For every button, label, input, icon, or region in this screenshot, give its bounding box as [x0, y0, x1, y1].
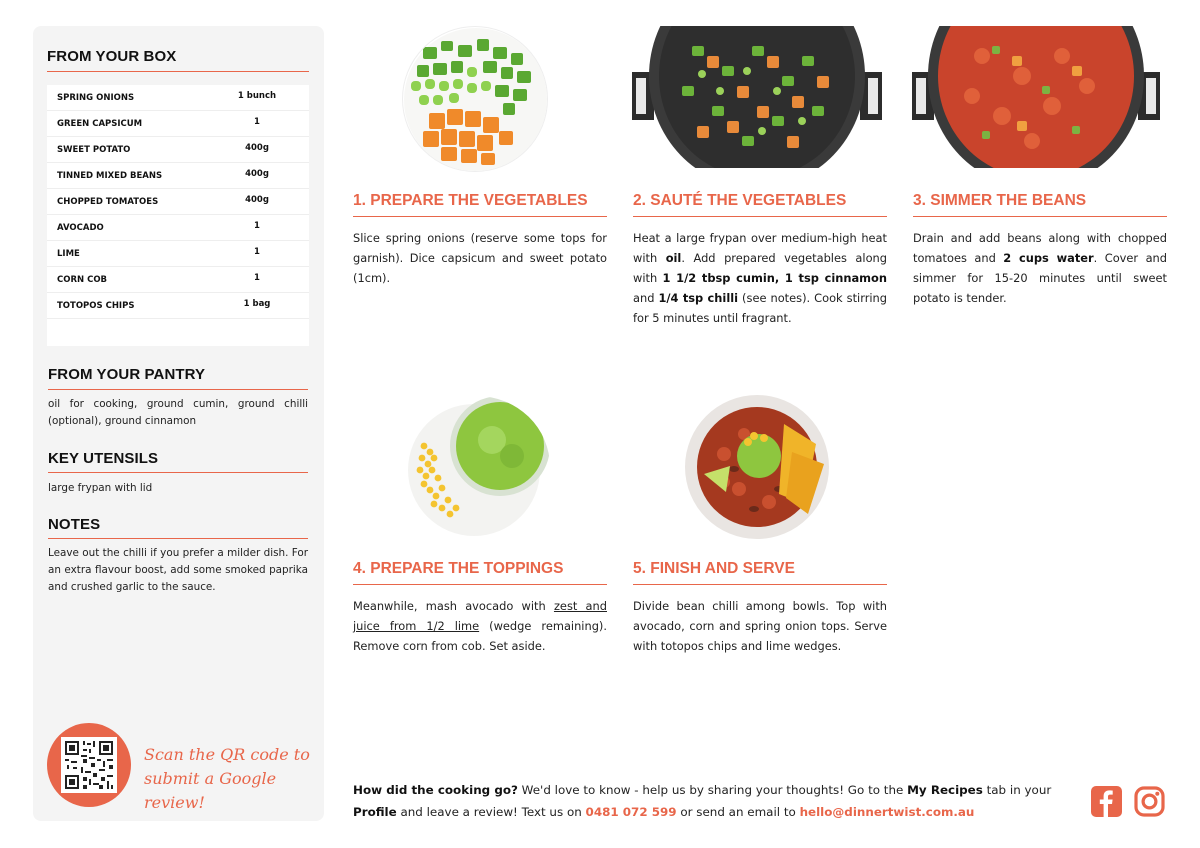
table-row: [47, 163, 309, 189]
step-1-text: [353, 228, 607, 288]
table-row: [47, 241, 309, 267]
text-segment: 1 1/2 tbsp cumin, 1 tsp cinnamon: [662, 271, 887, 285]
notes-heading: NOTES: [48, 516, 101, 533]
text-segment: . Add prepared vegetables along with: [633, 251, 887, 285]
divider: [353, 584, 607, 585]
utensils-heading: KEY UTENSILS: [48, 450, 159, 467]
saute-pan-photo: [632, 26, 882, 168]
ingredient-name: AVOCADO: [57, 223, 104, 233]
ingredient-name: GREEN CAPSICUM: [57, 119, 143, 129]
table-row: [47, 111, 309, 137]
review-footer: [353, 779, 1073, 823]
table-row: [47, 189, 309, 215]
text-segment: and leave a review! Text us on: [396, 805, 586, 819]
step-4-text: [353, 596, 607, 656]
simmer-pan-photo: [912, 26, 1160, 168]
text-segment: 2 cups water: [1003, 251, 1094, 265]
text-segment: tab in your: [982, 783, 1052, 797]
qr-caption: [144, 743, 314, 815]
qr-code-icon[interactable]: [61, 737, 117, 793]
text-segment: (see notes). Cook stirring for 5 minutes until fragrant.: [633, 291, 887, 325]
text-segment: oil: [665, 251, 682, 265]
text-segment: Meanwhile, mash avocado with: [353, 599, 554, 613]
step-2-title: 2. SAUTÉ THE VEGETABLES: [633, 192, 847, 209]
table-row: [47, 215, 309, 241]
contact-link[interactable]: 0481 072 599: [585, 805, 677, 819]
ingredient-name: SWEET POTATO: [57, 145, 131, 155]
text-segment: or send an email to: [676, 805, 800, 819]
text-segment: zest and juice from 1/2 lime: [353, 599, 607, 633]
pantry-text: oil for cooking, ground cumin, ground chilli (optional), ground cinnamon: [48, 398, 308, 427]
toppings-photo: [404, 396, 550, 538]
ingredient-qty: 1 bunch: [237, 91, 277, 101]
ingredient-qty: 1 bag: [243, 299, 271, 309]
text-segment: and: [633, 291, 659, 305]
text-segment: 1/4 tsp chilli: [658, 291, 739, 305]
notes-text: Leave out the chilli if you prefer a milder dish. For an extra flavour boost, add some smoked paprika and crushed garlic to the sauce.: [48, 547, 308, 593]
text-segment: Drain and add beans along with chopped tomatoes and: [913, 231, 1167, 265]
step-3-title: 3. SIMMER THE BEANS: [913, 192, 1087, 209]
ingredient-name: CHOPPED TOMATOES: [57, 197, 159, 207]
qr-caption-line: submit a Google review!: [144, 769, 277, 812]
divider: [913, 216, 1167, 217]
divider: [633, 584, 887, 585]
step-4-title: 4. PREPARE THE TOPPINGS: [353, 560, 564, 577]
table-row: [47, 267, 309, 293]
table-row: [47, 85, 309, 111]
ingredient-qty: 1: [254, 273, 260, 283]
table-row: [47, 137, 309, 163]
ingredient-qty: 400g: [245, 195, 269, 205]
text-segment: Profile: [353, 805, 397, 819]
text-segment: My Recipes: [907, 783, 983, 797]
text-segment: Heat a large frypan over medium-high heat with: [633, 231, 887, 265]
ingredient-name: TINNED MIXED BEANS: [57, 171, 163, 181]
vegetables-photo: [402, 26, 548, 172]
ingredient-qty: 400g: [245, 169, 269, 179]
step-5-text: [633, 596, 887, 656]
step-2-text: [633, 228, 887, 328]
utensils-text: large frypan with lid: [48, 482, 153, 494]
divider: [353, 216, 607, 217]
qr-caption-line: Scan the QR code to: [144, 745, 310, 764]
ingredient-name: CORN COB: [57, 275, 108, 285]
divider: [47, 71, 309, 72]
step-5-title: 5. FINISH AND SERVE: [633, 560, 795, 577]
text-segment: (wedge remaining). Remove corn from cob. Set aside.: [353, 619, 607, 653]
ingredient-qty: 400g: [245, 143, 269, 153]
text-segment: Slice spring onions (reserve some tops for garnish). Dice capsicum and sweet potato (1cm).: [353, 231, 607, 285]
finished-dish-photo: [684, 394, 830, 540]
facebook-icon[interactable]: [1090, 785, 1123, 818]
table-row: [47, 293, 309, 319]
ingredient-qty: 1: [254, 117, 260, 127]
text-segment: . Cover and simmer for 15-20 minutes until sweet potato is tender.: [913, 251, 1167, 305]
text-segment: Divide bean chilli among bowls. Top with avocado, corn and spring onion tops. Serve with totopos chips and lime wedges.: [633, 599, 887, 653]
step-1-title: 1. PREPARE THE VEGETABLES: [353, 192, 588, 209]
contact-link[interactable]: hello@dinnertwist.com.au: [799, 805, 975, 819]
box-ingredients-table: [47, 85, 309, 346]
ingredient-name: SPRING ONIONS: [57, 93, 135, 103]
pantry-heading: FROM YOUR PANTRY: [48, 366, 206, 383]
from-your-box-heading: FROM YOUR BOX: [47, 48, 177, 65]
divider: [633, 216, 887, 217]
divider: [48, 389, 308, 390]
ingredient-qty: 1: [254, 247, 260, 257]
ingredient-qty: 1: [254, 221, 260, 231]
divider: [48, 538, 308, 539]
divider: [48, 472, 308, 473]
text-segment: How did the cooking go?: [353, 783, 518, 797]
text-segment: We'd love to know - help us by sharing your thoughts! Go to the: [517, 783, 908, 797]
ingredient-name: LIME: [57, 249, 80, 259]
instagram-icon[interactable]: [1133, 785, 1166, 818]
ingredient-name: TOTOPOS CHIPS: [57, 301, 135, 311]
step-3-text: [913, 228, 1167, 308]
